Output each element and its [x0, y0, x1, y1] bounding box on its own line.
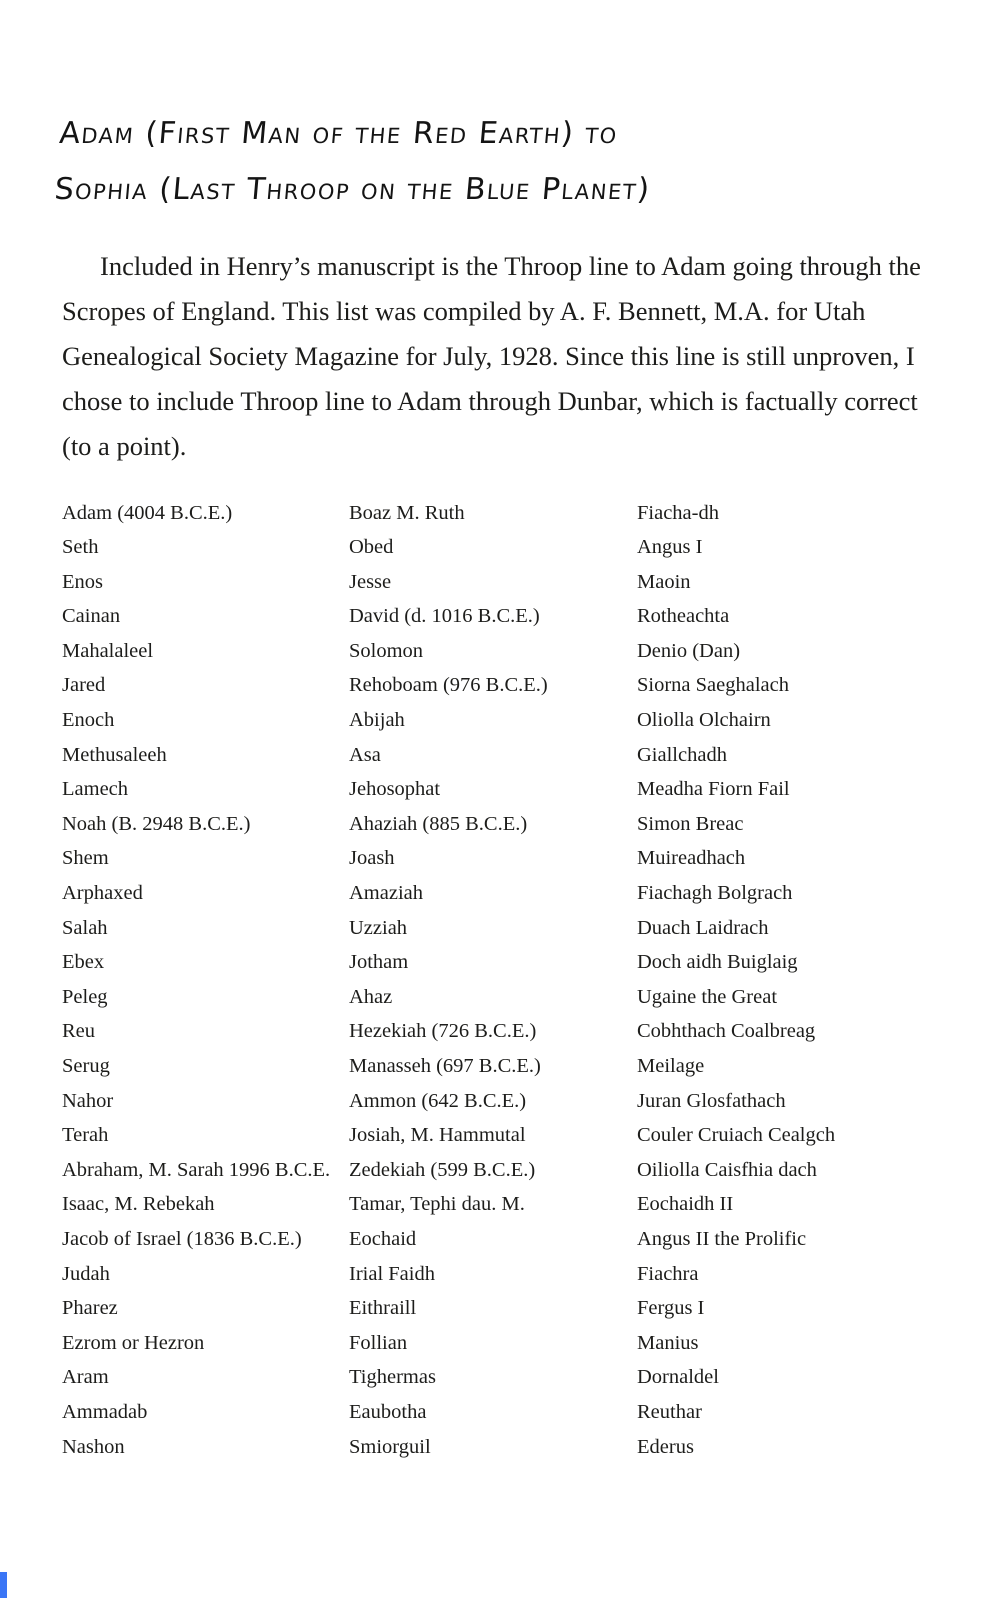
- genealogy-entry: Ammon (642 B.C.E.): [349, 1089, 527, 1112]
- genealogy-entry: Boaz M. Ruth: [349, 501, 465, 524]
- genealogy-entry: Isaac, M. Rebekah: [62, 1193, 215, 1216]
- genealogy-entry: Joash: [349, 847, 395, 870]
- genealogy-entry: Siorna Saeghalach: [637, 674, 789, 697]
- genealogy-entry: Angus II the Prolific: [637, 1227, 807, 1250]
- genealogy-entry: Ederus: [637, 1435, 694, 1458]
- genealogy-entry: Jehosophat: [349, 778, 441, 801]
- genealogy-entry: Jacob of Israel (1836 B.C.E.): [62, 1227, 302, 1250]
- genealogy-entry: Amaziah: [349, 882, 423, 905]
- chapter-title-line-1: Adam (First Man of the Red Earth) to: [58, 116, 620, 151]
- genealogy-entry: Salah: [62, 916, 108, 939]
- genealogy-entry: Obed: [349, 536, 394, 559]
- genealogy-entry: Fiachra: [637, 1262, 699, 1285]
- genealogy-entry: Enoch: [62, 709, 115, 732]
- genealogy-entry: Abijah: [349, 709, 405, 732]
- genealogy-entry: Dornaldel: [637, 1366, 719, 1389]
- genealogy-entry: Nashon: [62, 1435, 125, 1458]
- genealogy-entry: Ahaz: [349, 985, 393, 1008]
- genealogy-entry: Uzziah: [349, 916, 408, 939]
- genealogy-entry: Pharez: [62, 1297, 118, 1320]
- genealogy-entry: Rotheachta: [637, 605, 730, 628]
- genealogy-entry: Fergus I: [637, 1297, 705, 1320]
- genealogy-entry: Abraham, M. Sarah 1996 B.C.E.: [62, 1158, 331, 1181]
- genealogy-entry: Doch aidh Buiglaig: [637, 951, 798, 974]
- genealogy-entry: Arphaxed: [62, 882, 143, 905]
- genealogy-entry: Cainan: [62, 605, 121, 628]
- genealogy-entry: Aram: [62, 1366, 109, 1389]
- genealogy-entry: Angus I: [637, 536, 703, 559]
- genealogy-entry: Serug: [62, 1055, 110, 1077]
- genealogy-list: [62, 496, 934, 1465]
- genealogy-entry: Reu: [62, 1020, 96, 1043]
- genealogy-entry: Terah: [62, 1124, 109, 1147]
- genealogy-entry: Fiacha-dh: [637, 501, 719, 524]
- genealogy-entry: Mahalaleel: [62, 639, 154, 662]
- genealogy-entry: Meadha Fiorn Fail: [637, 778, 790, 801]
- genealogy-entry: Zedekiah (599 B.C.E.): [349, 1158, 536, 1181]
- genealogy-column-1: [62, 496, 349, 1465]
- genealogy-entry: Oiliolla Caisfhia dach: [637, 1158, 817, 1181]
- genealogy-entry: Rehoboam (976 B.C.E.): [349, 674, 548, 697]
- intro-paragraph: Included in Henry’s manuscript is the Throop line to Adam going through the Scropes of England. This list was compiled by A. F. Bennett, M.A. for Utah Genealogical Society Magazine for July, 1928. Since this line is still unproven, I chose to include Throop line to Adam through Dunbar, which is factually correct (to a point).: [62, 251, 921, 461]
- genealogy-entry: Josiah, M. Hammutal: [349, 1124, 526, 1147]
- genealogy-entry: Denio (Dan): [637, 639, 741, 662]
- genealogy-entry: Ammadab: [62, 1400, 148, 1423]
- genealogy-entry: Simon Breac: [637, 812, 744, 835]
- genealogy-entry: Ugaine the Great: [637, 985, 778, 1008]
- genealogy-entry: Manius: [637, 1331, 699, 1354]
- genealogy-entry: Follian: [349, 1331, 408, 1354]
- genealogy-entry: Judah: [62, 1262, 110, 1285]
- genealogy-entry: Adam (4004 B.C.E.): [62, 501, 233, 524]
- genealogy-column-3: [637, 496, 927, 1465]
- genealogy-entry: Irial Faidh: [349, 1262, 435, 1285]
- chapter-title-line-2: Sophia (Last Throop on the Blue Planet): [53, 172, 653, 207]
- genealogy-entry: Lamech: [62, 778, 129, 801]
- genealogy-entry: Muireadhach: [637, 847, 746, 870]
- genealogy-entry: Solomon: [349, 639, 424, 662]
- genealogy-entry: Duach Laidrach: [637, 916, 769, 939]
- genealogy-entry: Giallchadh: [637, 743, 727, 766]
- genealogy-entry: Enos: [62, 570, 103, 593]
- genealogy-entry: Asa: [349, 743, 381, 766]
- genealogy-entry: Maoin: [637, 570, 691, 593]
- genealogy-entry: Tamar, Tephi dau. M.: [349, 1193, 525, 1216]
- genealogy-entry: Manasseh (697 B.C.E.): [349, 1055, 541, 1077]
- genealogy-entry: Ebex: [62, 951, 105, 974]
- genealogy-entry: Juran Glosfathach: [637, 1089, 786, 1112]
- genealogy-entry: Cobhthach Coalbreag: [637, 1020, 816, 1043]
- genealogy-entry: Tighermas: [349, 1366, 436, 1389]
- genealogy-entry: Jared: [62, 674, 106, 697]
- page-corner-marker: [0, 1572, 7, 1598]
- genealogy-entry: Methusaleeh: [62, 743, 167, 766]
- genealogy-entry: Shem: [62, 847, 109, 870]
- genealogy-entry: Ahaziah (885 B.C.E.): [349, 812, 528, 835]
- genealogy-entry: Oliolla Olchairn: [637, 709, 771, 732]
- genealogy-entry: Peleg: [62, 985, 108, 1008]
- genealogy-entry: David (d. 1016 B.C.E.): [349, 605, 540, 628]
- genealogy-entry: Eochaid: [349, 1227, 417, 1250]
- genealogy-entry: Jotham: [349, 951, 409, 974]
- genealogy-entry: Seth: [62, 536, 99, 559]
- chapter-title: [52, 106, 934, 218]
- genealogy-entry: Meilage: [637, 1055, 705, 1077]
- genealogy-entry: Jesse: [349, 570, 392, 593]
- genealogy-entry: Eithraill: [349, 1297, 417, 1320]
- genealogy-column-2: [349, 496, 637, 1465]
- genealogy-entry: Reuthar: [637, 1400, 702, 1423]
- genealogy-entry: Hezekiah (726 B.C.E.): [349, 1020, 537, 1043]
- genealogy-entry: Couler Cruiach Cealgch: [637, 1124, 836, 1147]
- genealogy-entry: Noah (B. 2948 B.C.E.): [62, 812, 251, 835]
- genealogy-entry: Fiachagh Bolgrach: [637, 882, 793, 905]
- genealogy-entry: Smiorguil: [349, 1435, 431, 1458]
- genealogy-entry: Eochaidh II: [637, 1193, 734, 1216]
- genealogy-entry: Nahor: [62, 1089, 114, 1112]
- genealogy-entry: Eaubotha: [349, 1400, 427, 1423]
- genealogy-entry: Ezrom or Hezron: [62, 1331, 205, 1354]
